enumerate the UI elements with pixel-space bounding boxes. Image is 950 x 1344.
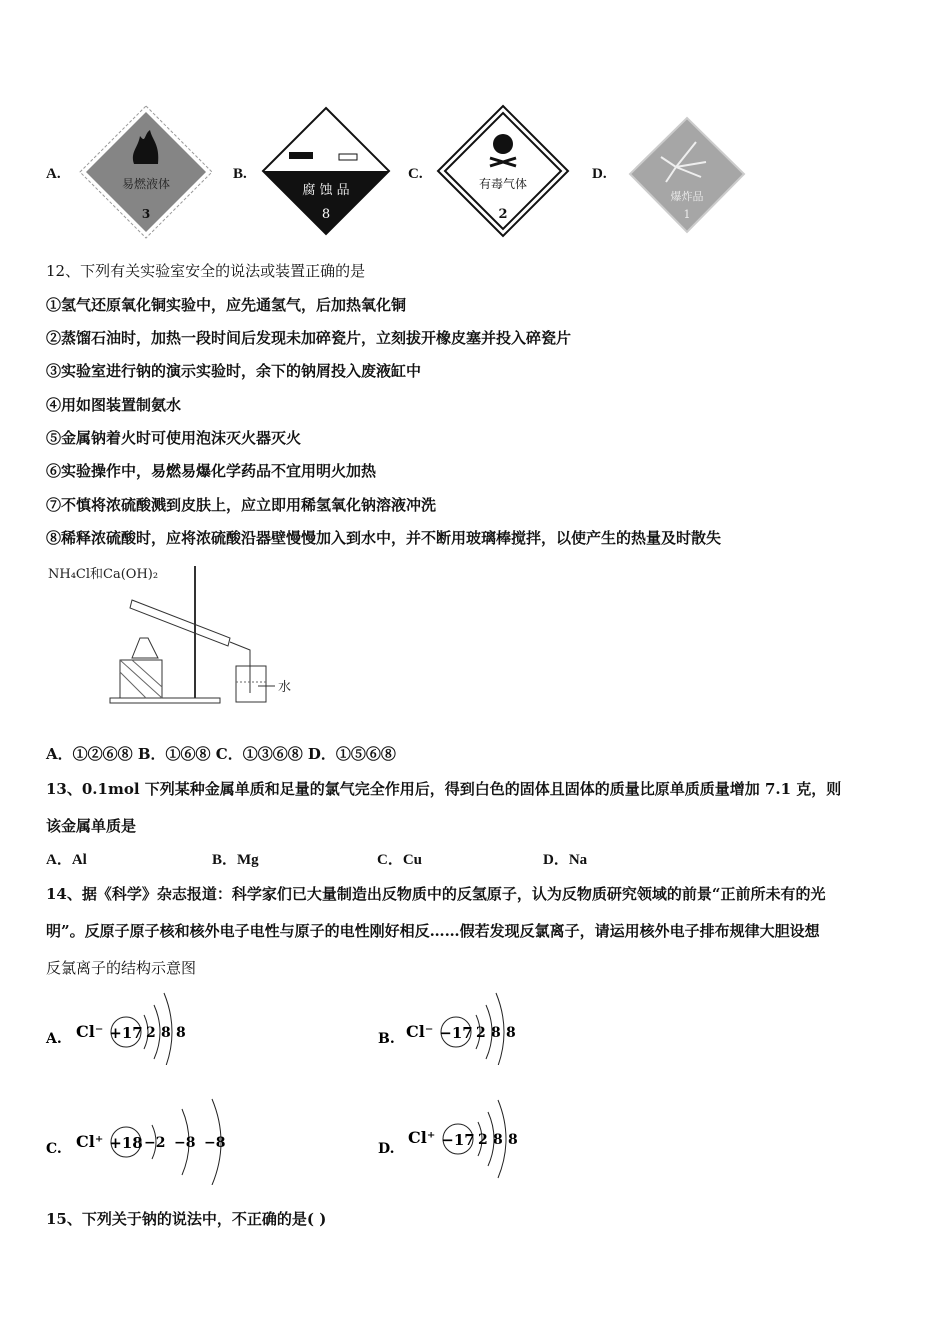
- q14-option-b-diagram: [372, 985, 542, 1065]
- shell-electrons: 2: [478, 1132, 488, 1148]
- shell-electrons: 8: [491, 1025, 501, 1041]
- delivery-tube: [230, 642, 250, 693]
- q14-option-a-diagram: [40, 985, 210, 1065]
- q12-item-4: ④用如图装置制氨水: [46, 396, 182, 414]
- corrosive-sign: [259, 104, 393, 238]
- q15-stem: 15、下列关于钠的说法中，不正确的是( ): [46, 1210, 327, 1228]
- beaker: [236, 666, 266, 702]
- q13-line-1: 13、0.1mol 下列某种金属单质和足量的氯气完全作用后，得到白色的固体且固体的质量比原单质质量增加 7.1 克，则: [46, 780, 842, 798]
- sign-text: 有毒气体: [478, 177, 528, 191]
- shell-electrons: −8: [204, 1135, 226, 1151]
- iron-stand-base: [110, 698, 220, 703]
- q14-option-c-diagram: [40, 1095, 260, 1185]
- q13-option-b: B．Mg: [212, 852, 259, 868]
- flammable-liquid-sign: [78, 104, 214, 240]
- ammonia-apparatus-figure: [40, 558, 310, 708]
- option-label: D.: [378, 1141, 395, 1157]
- sign-number: 1: [683, 208, 691, 221]
- q13-option-c: C．Cu: [377, 852, 423, 868]
- q12-item-2: ②蒸馏石油时，加热一段时间后发现未加碎瓷片，立刻拔开橡皮塞并投入碎瓷片: [46, 329, 572, 347]
- nucleus-charge: −17: [439, 1024, 473, 1042]
- alcohol-lamp-icon: [132, 638, 158, 658]
- option-label-b: B.: [233, 166, 247, 182]
- q12-stem: 12、下列有关实验室安全的说法或装置正确的是: [46, 262, 366, 280]
- option-label: A.: [46, 1031, 62, 1047]
- q14-option-d-diagram: [372, 1095, 542, 1185]
- sign-number: 2: [498, 207, 508, 222]
- q13-option-a: A．Al: [46, 852, 87, 868]
- figure-water-label: 水: [278, 680, 292, 695]
- q12-item-3: ③实验室进行钠的演示实验时，余下的钠屑投入废液缸中: [46, 362, 422, 380]
- nucleus-charge: +17: [109, 1024, 143, 1042]
- option-label-d: D.: [592, 166, 607, 182]
- explosive-sign: [626, 112, 748, 236]
- toxic-gas-sign: [436, 104, 570, 238]
- sign-text: 腐 蚀 品: [302, 183, 350, 198]
- shell-electrons: −8: [174, 1135, 196, 1151]
- q13-option-d: D．Na: [543, 852, 588, 868]
- shell-electrons: 8: [493, 1132, 503, 1148]
- ion-symbol: Cl⁻: [406, 1022, 434, 1041]
- shell-electrons: 2: [146, 1025, 156, 1041]
- option-label: B.: [378, 1031, 395, 1047]
- q14-line-1: 14、据《科学》杂志报道：科学家们已大量制造出反物质中的反氢原子，认为反物质研究领域的前景“正前所未有的光: [46, 885, 826, 903]
- q12-item-6: ⑥实验操作中，易燃易爆化学药品不宜用明火加热: [46, 462, 377, 480]
- ion-symbol: Cl⁺: [76, 1132, 104, 1151]
- sign-text: 易燃液体: [121, 177, 171, 191]
- option-label-a: A.: [46, 166, 61, 182]
- shell-electrons: 8: [506, 1025, 516, 1041]
- figure-reagent-label: NH₄Cl和Ca(OH)₂: [48, 567, 159, 582]
- nucleus-charge: −17: [441, 1131, 475, 1149]
- option-label: C.: [46, 1141, 62, 1157]
- ion-symbol: Cl⁺: [408, 1128, 436, 1147]
- sign-number: 8: [321, 207, 331, 222]
- q12-item-8: ⑧稀释浓硫酸时，应将浓硫酸沿器壁慢慢加入到水中，并不断用玻璃棒搅拌，以使产生的热量及时散失: [46, 529, 722, 547]
- sign-text: 爆炸品: [670, 190, 704, 203]
- shell-electrons: 8: [161, 1025, 171, 1041]
- shell-electrons: 2: [476, 1025, 486, 1041]
- shell-electrons: −2: [144, 1135, 166, 1151]
- q12-item-5: ⑤金属钠着火时可使用泡沫灭火器灭火: [46, 429, 302, 447]
- q14-line-2: 明”。反原子原子核和核外电子电性与原子的电性刚好相反……假若发现反氯离子，请运用核外电子排布规律大胆设想: [46, 922, 820, 940]
- test-tube: [130, 600, 230, 646]
- q12-options: A．①②⑥⑧ B．①⑥⑧ C．①③⑥⑧ D．①⑤⑥⑧: [46, 745, 396, 763]
- shell-electrons: 8: [176, 1025, 186, 1041]
- option-label-c: C.: [408, 166, 423, 182]
- corroded-bar-icon: [289, 152, 313, 159]
- q12-item-7: ⑦不慎将浓硫酸溅到皮肤上，应立即用稀氢氧化钠溶液冲洗: [46, 496, 437, 514]
- q13-line-2: 该金属单质是: [46, 817, 137, 835]
- shell-electrons: 8: [508, 1132, 518, 1148]
- ion-symbol: Cl⁻: [76, 1022, 104, 1041]
- q14-line-3: 反氯离子的结构示意图: [46, 959, 197, 977]
- nucleus-charge: +18: [109, 1134, 143, 1152]
- q12-item-1: ①氢气还原氧化铜实验中，应先通氢气，后加热氧化铜: [46, 296, 407, 314]
- sign-number: 3: [141, 207, 151, 221]
